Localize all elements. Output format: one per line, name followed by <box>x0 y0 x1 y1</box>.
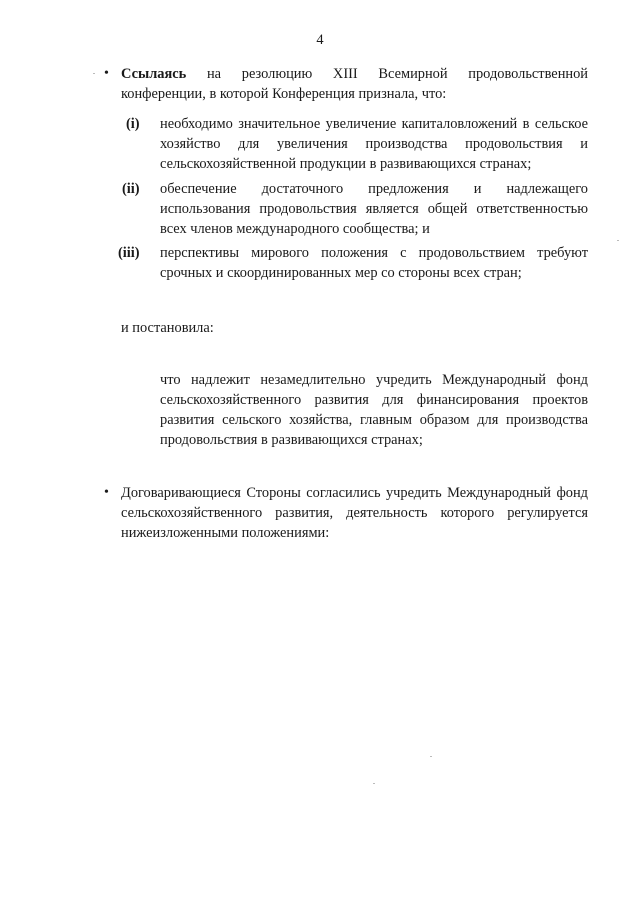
decided-label: и постановила: <box>121 320 214 336</box>
preamble-text: на резолюцию XIII Всемирной продовольственной конференции, в которой Конференция признала, что: <box>121 66 588 102</box>
preamble-lead-word: Ссылаясь <box>121 66 187 82</box>
scan-speck <box>617 240 619 241</box>
agreement-paragraph: Договаривающиеся Стороны согласились учредить Международный фонд сельскохозяйственного развития, деятельность которого регулируется нижеизложенными положениями: <box>121 485 588 541</box>
bullet-icon: • <box>104 485 109 500</box>
item-label-ii: (ii) <box>122 181 140 197</box>
decided-text: что надлежит незамедлительно учредить Международный фонд сельскохозяйственного развития для финансирования проектов развития сельского хозяйства, главным образом для производства продовольствия в развивающихся странах; <box>160 372 588 448</box>
item-text-ii: обеспечение достаточного предложения и надлежащего использования продовольствия является общей ответственностью всех членов международного сообщества; и <box>160 181 588 237</box>
item-label-iii: (iii) <box>118 245 140 261</box>
item-label-i: (i) <box>126 116 140 132</box>
page-number: 4 <box>316 32 324 48</box>
preamble-paragraph <box>121 64 588 104</box>
scan-speck <box>373 783 375 784</box>
scan-speck <box>430 756 432 757</box>
item-text-i: необходимо значительное увеличение капиталовложений в сельское хозяйство для увеличения производства продовольствия и сельскохозяйственной продукции в развивающихся странах; <box>160 116 588 172</box>
bullet-icon: • <box>104 66 109 81</box>
scan-speck <box>93 73 95 74</box>
item-text-iii: перспективы мирового положения с продовольствием требуют срочных и скоординированных мер со стороны всех стран; <box>160 245 588 281</box>
